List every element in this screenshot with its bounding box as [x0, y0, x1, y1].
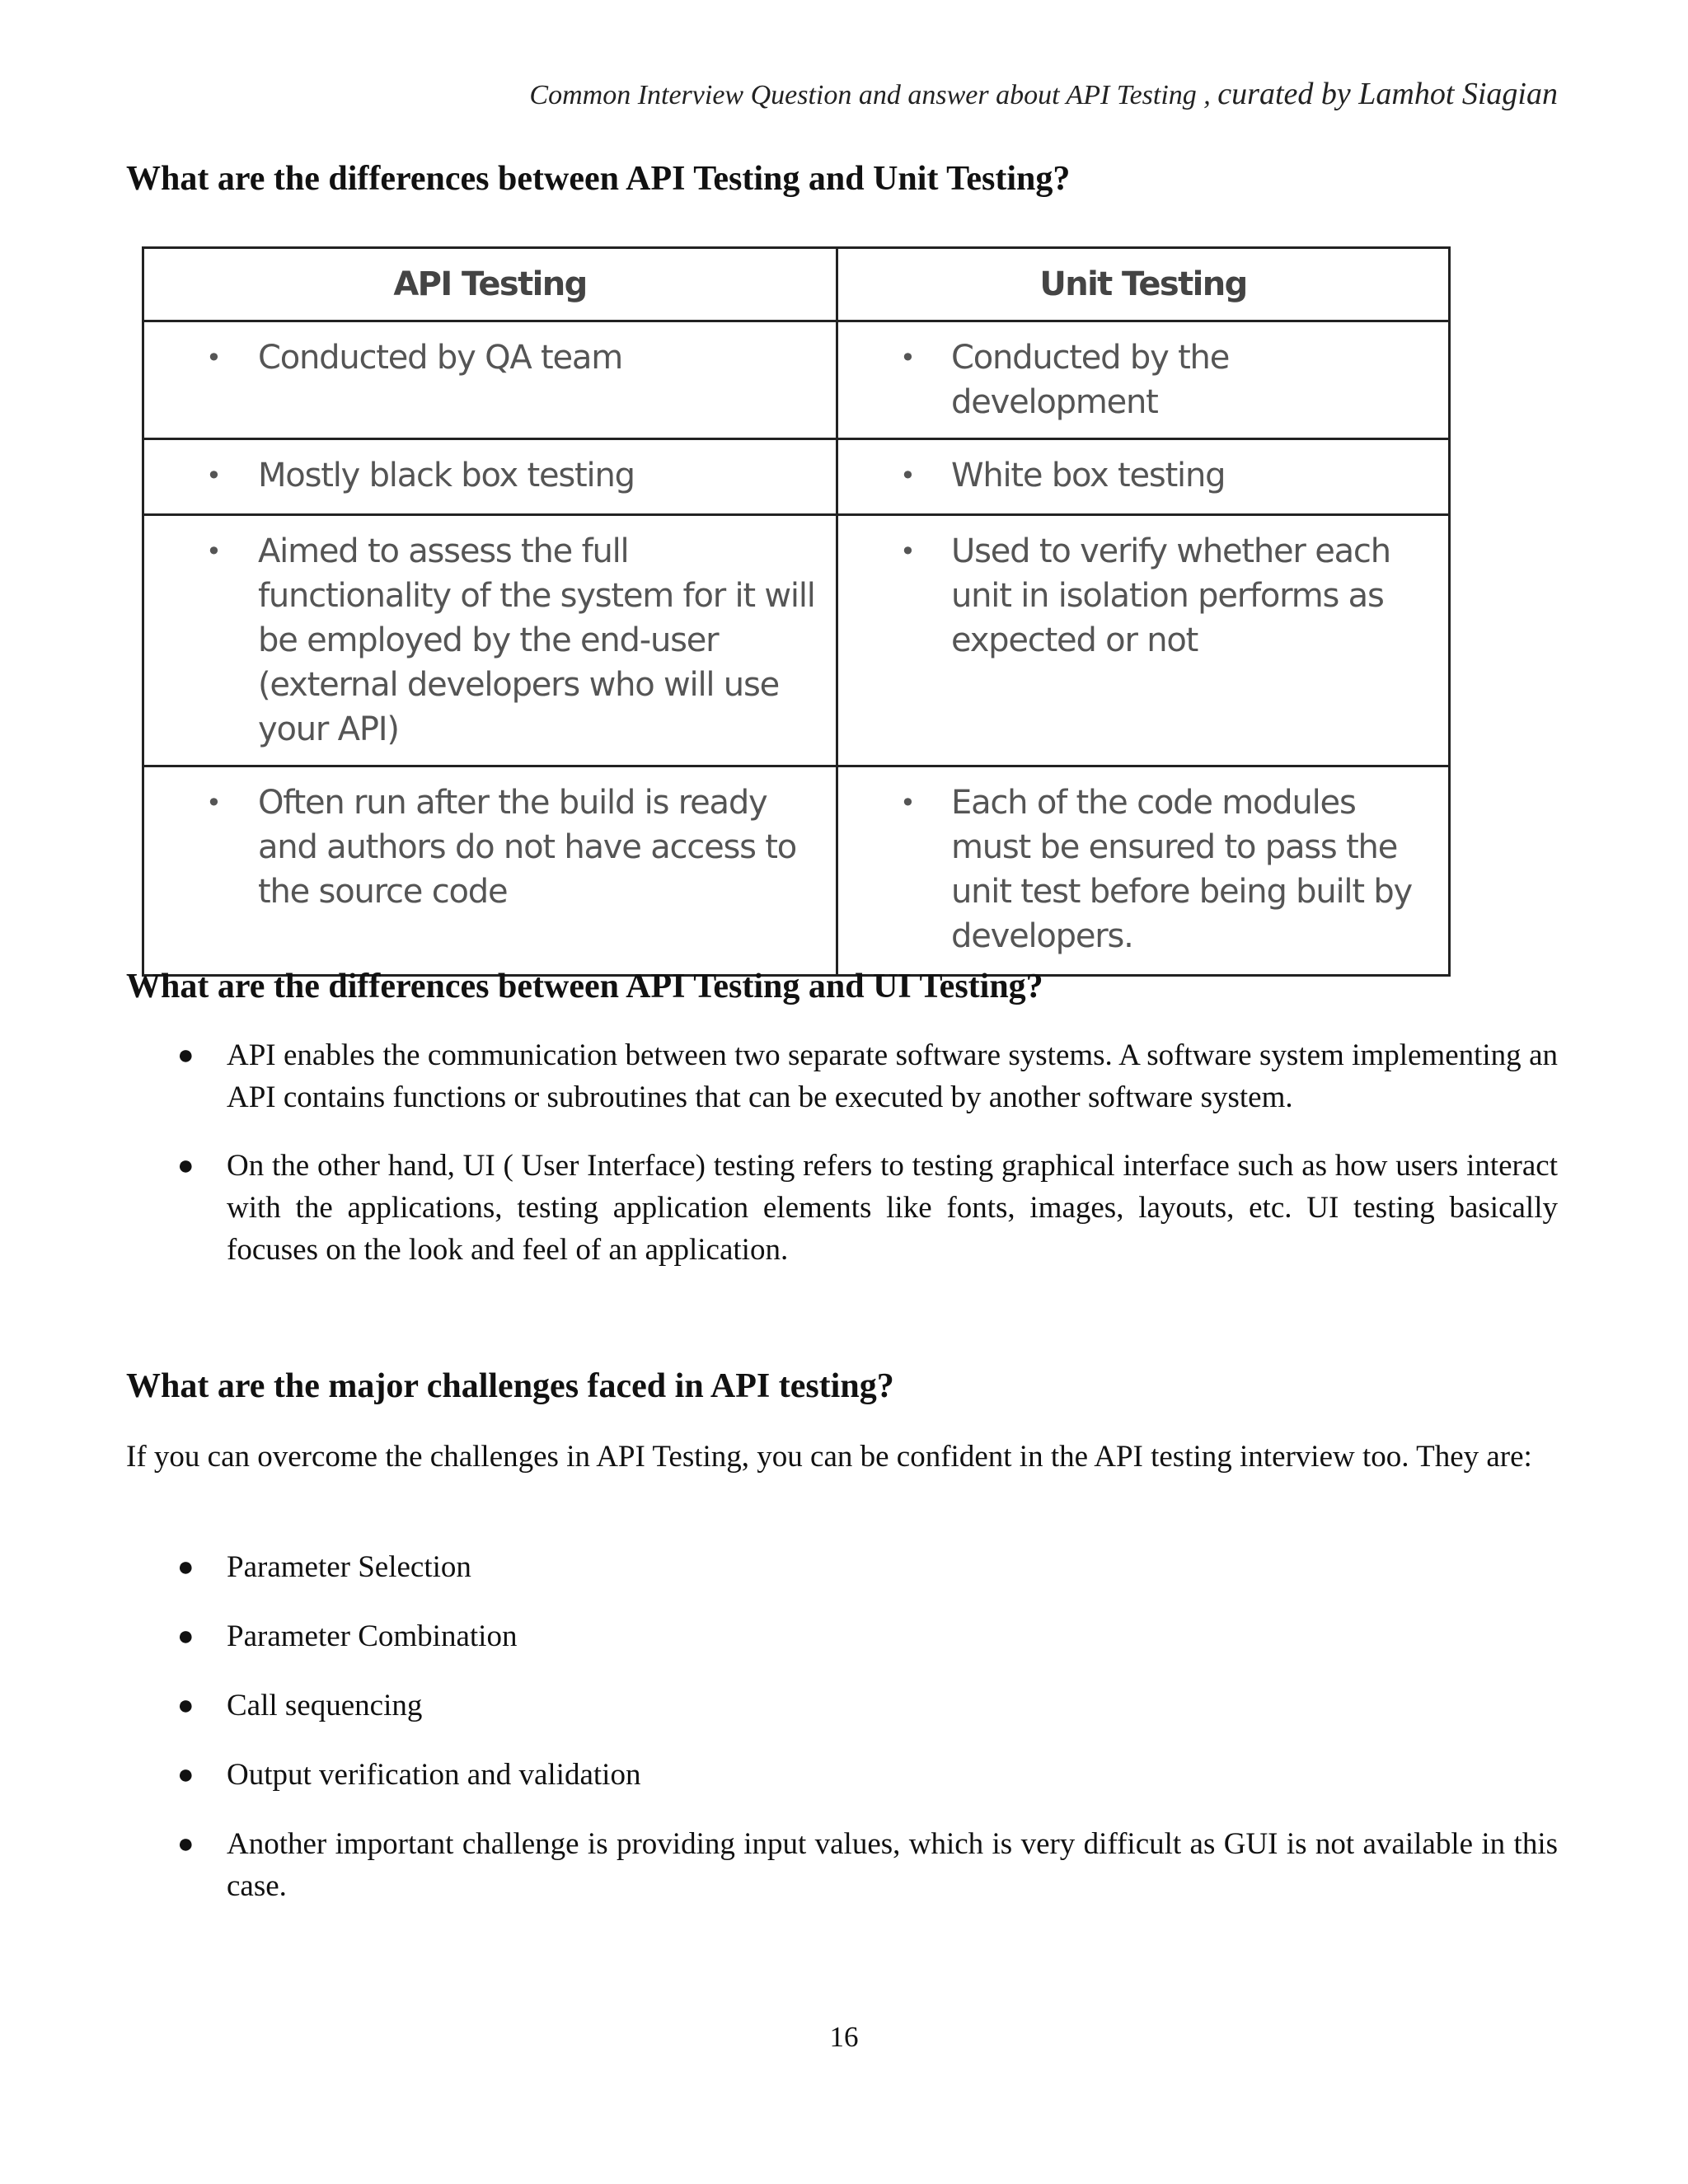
- cell-text: Conducted by the development: [951, 339, 1230, 421]
- cell-text: Often run after the build is ready and authors do not have access to the source code: [258, 784, 797, 911]
- bullet-icon: ●: [177, 1760, 195, 1790]
- running-header: [529, 76, 1558, 112]
- bullet-icon: ●: [177, 1690, 195, 1721]
- list-item: [126, 1615, 1558, 1657]
- list-item-text: On the other hand, UI ( User Interface) testing refers to testing graphical interface such as how users interact with the applications, testing application elements like fonts, images, layouts, etc. UI testing basically focuses on the look and feel of an application.: [227, 1149, 1558, 1267]
- table-cell: [837, 766, 1450, 976]
- page-number: 16: [829, 2021, 859, 2053]
- column-header-unit-testing: Unit Testing: [837, 248, 1450, 321]
- list-item: [126, 1145, 1558, 1271]
- cell-text: Used to verify whether each unit in isolation performs as expected or not: [951, 532, 1390, 659]
- table-cell: [143, 321, 837, 439]
- bullet-icon: ●: [177, 1621, 195, 1652]
- bullet-icon: ●: [177, 1040, 195, 1071]
- running-header-title: Common Interview Question and answer about API Testing ,: [529, 80, 1211, 110]
- list-item: [126, 1754, 1558, 1796]
- table-row: [143, 766, 1450, 976]
- list-item-text: Call sequencing: [227, 1689, 423, 1722]
- running-header-author: curated by Lamhot Siagian: [1217, 77, 1558, 111]
- bullet-icon: •: [206, 787, 221, 818]
- table-row: [143, 515, 1450, 766]
- bullet-icon: •: [900, 460, 915, 491]
- cell-text: Each of the code modules must be ensured to pass the unit test before being built by developers.: [951, 784, 1412, 955]
- list-item-text: API enables the communication between two separate software systems. A software system implementing an API contains functions or subroutines that can be executed by another software system.: [227, 1038, 1558, 1114]
- list-item: [126, 1823, 1558, 1907]
- table-cell: [143, 515, 837, 766]
- cell-text: Mostly black box testing: [258, 457, 635, 494]
- cell-text: Aimed to assess the full functionality of the system for it will be employed by the end-user (external developers who will use your API): [258, 532, 815, 748]
- list-item-text: Parameter Selection: [227, 1550, 471, 1584]
- list-item: [126, 1034, 1558, 1118]
- section-heading-ui-testing: What are the differences between API Testing and UI Testing?: [126, 968, 1043, 1005]
- bullet-icon: •: [206, 460, 221, 491]
- cell-text: Conducted by QA team: [258, 339, 622, 377]
- table-cell: [837, 321, 1450, 439]
- bullet-icon: •: [900, 787, 915, 818]
- challenges-intro: If you can overcome the challenges in API Testing, you can be confident in the API testing interview too. They are:: [126, 1440, 1532, 1474]
- section-heading-unit-testing: What are the differences between API Testing and Unit Testing?: [126, 160, 1071, 198]
- bullet-icon: •: [206, 342, 221, 373]
- challenges-list: [126, 1546, 1558, 1907]
- list-item-text: Output verification and validation: [227, 1758, 641, 1792]
- table-cell: [837, 439, 1450, 515]
- ui-testing-list: [126, 1034, 1558, 1271]
- table-cell: [143, 766, 837, 976]
- bullet-icon: •: [900, 536, 915, 567]
- table-header-row: [143, 248, 1450, 321]
- comparison-table: [142, 246, 1451, 977]
- bullet-icon: •: [206, 536, 221, 567]
- table-cell: [837, 515, 1450, 766]
- bullet-icon: ●: [177, 1552, 195, 1582]
- list-item-text: Another important challenge is providing input values, which is very difficult as GUI is not available in this case.: [227, 1827, 1558, 1903]
- cell-text: White box testing: [951, 457, 1226, 494]
- list-item-text: Parameter Combination: [227, 1619, 518, 1653]
- list-item: [126, 1546, 1558, 1588]
- table-cell: [143, 439, 837, 515]
- table-row: [143, 321, 1450, 439]
- table-row: [143, 439, 1450, 515]
- section-heading-challenges: What are the major challenges faced in API testing?: [126, 1367, 894, 1405]
- list-item: [126, 1685, 1558, 1727]
- bullet-icon: ●: [177, 1151, 195, 1181]
- column-header-api-testing: API Testing: [143, 248, 837, 321]
- bullet-icon: ●: [177, 1829, 195, 1859]
- bullet-icon: •: [900, 342, 915, 373]
